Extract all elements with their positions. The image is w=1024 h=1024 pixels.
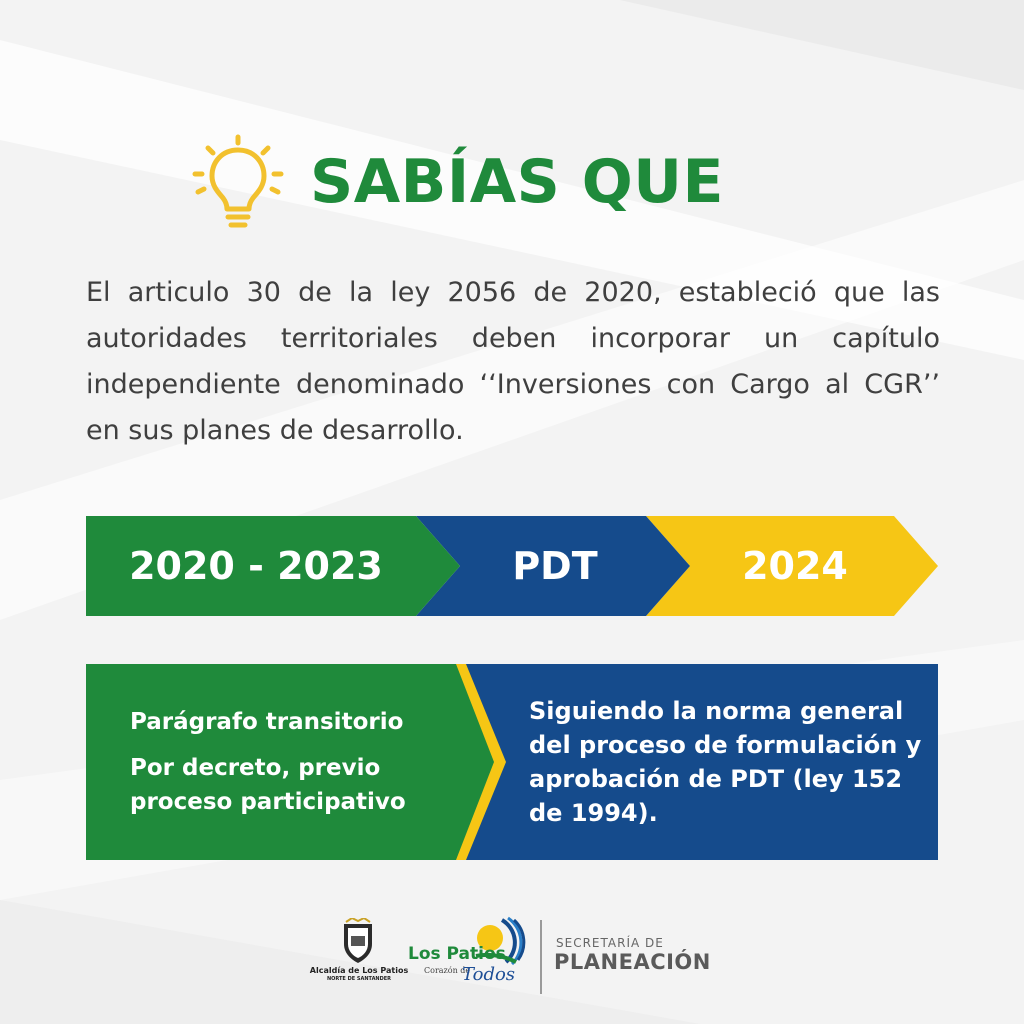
lightbulb-icon <box>190 134 286 230</box>
info-panel <box>86 664 938 860</box>
brand-script: Todos <box>462 964 516 985</box>
alcaldia-name: Alcaldía de Los Patios <box>309 966 409 975</box>
info-left-line1: Parágrafo transitorio <box>130 709 404 735</box>
intro-paragraph: El articulo 30 de la ley 2056 de 2020, estableció que las autoridades territoriales deben incorporar un capítulo independiente denominado ‘‘Inversiones con Cargo al CGR’’ en sus planes de desarrollo. <box>86 277 940 446</box>
timeline-label-year: 2024 <box>742 544 848 588</box>
footer-divider <box>540 920 542 994</box>
brand-name: Los Patios <box>408 944 506 964</box>
alcaldia-label <box>300 966 418 984</box>
footer <box>0 910 1024 1000</box>
timeline-label-period: 2020 - 2023 <box>129 544 383 588</box>
timeline-label-pdt: PDT <box>512 544 598 588</box>
alcaldia-region: NORTE DE SANTANDER <box>326 976 392 982</box>
page-title: SABÍAS QUE <box>310 147 724 217</box>
municipal-crest-icon <box>338 918 378 964</box>
secretaria-name: PLANEACIÓN <box>554 950 711 974</box>
info-right-text: Siguiendo la norma general del proceso de formulación y aprobación de PDT (ley 152 de 1994). <box>529 697 922 827</box>
brand-tagline: Corazón de <box>424 966 471 975</box>
info-left-line2: Por decreto, previo proceso participativo <box>130 755 406 815</box>
title-row <box>190 132 724 232</box>
secretaria-label: SECRETARÍA DE <box>556 936 664 950</box>
timeline-banner <box>86 516 938 616</box>
info-left-text <box>130 664 470 860</box>
